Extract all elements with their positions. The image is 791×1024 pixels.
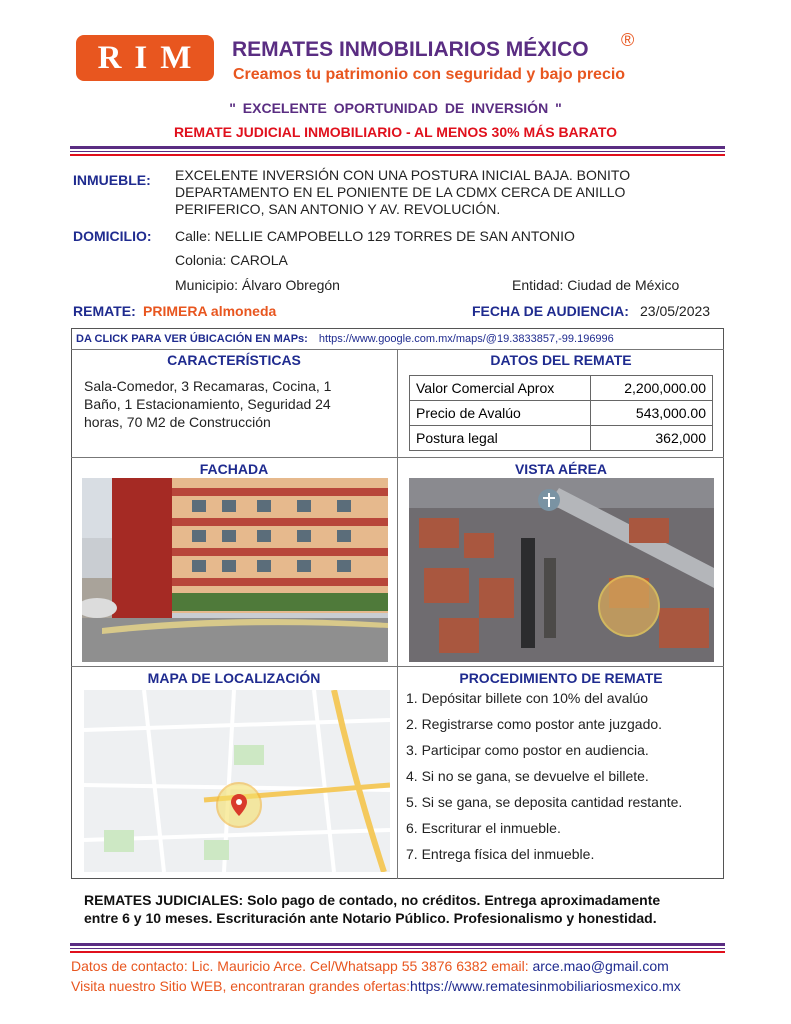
email-link[interactable]: arce.mao@gmail.com bbox=[532, 958, 669, 974]
website-line: Visita nuestro Sitio WEB, encontraran grandes ofertas:https://www.rematesinmobiliariosmexico.mx bbox=[71, 978, 681, 994]
row-label: Valor Comercial Aprox bbox=[410, 376, 591, 401]
headline: " EXCELENTE OPORTUNIDAD DE INVERSIÓN " bbox=[229, 100, 562, 116]
row-label: Precio de Avalúo bbox=[410, 401, 591, 426]
footer-divider bbox=[70, 943, 725, 953]
map-link-row[interactable] bbox=[76, 333, 614, 345]
caracteristicas-text: Sala-Comedor, 3 Recamaras, Cocina, 1 Baño, 1 Estacionamiento, Seguridad 24 horas, 70 M2 de Construcción bbox=[84, 378, 332, 430]
datos-remate-table bbox=[409, 375, 713, 451]
footer-note: REMATES JUDICIALES: Solo pago de contado, no créditos. Entrega aproximadamente entre 6 y 10 meses. Escrituración ante Notario Público. Profesionalismo y honestidad. bbox=[84, 892, 661, 926]
row-value: 543,000.00 bbox=[591, 401, 713, 426]
list-item: 2. Registrarse como postor ante juzgado. bbox=[406, 716, 663, 732]
table-row bbox=[410, 426, 713, 451]
rim-logo: RIM bbox=[76, 35, 214, 81]
website-link[interactable]: https://www.rematesinmobiliariosmexico.mx bbox=[410, 978, 681, 994]
list-item: 5. Si se gana, se deposita cantidad restante. bbox=[406, 794, 683, 810]
fecha-label: FECHA DE AUDIENCIA: bbox=[472, 303, 629, 319]
remate-value: PRIMERA almoneda bbox=[143, 303, 277, 319]
inmueble-label: INMUEBLE: bbox=[73, 172, 151, 188]
caracteristicas-title: CARACTERÍSTICAS bbox=[167, 352, 301, 368]
datos-remate-title: DATOS DEL REMATE bbox=[490, 352, 632, 368]
fecha-value: 23/05/2023 bbox=[640, 303, 711, 319]
location-map bbox=[84, 690, 390, 872]
list-item: 7. Entrega física del inmueble. bbox=[406, 846, 595, 862]
row-value: 362,000 bbox=[591, 426, 713, 451]
list-item: 1. Depósitar billete con 10% del avalúo bbox=[406, 690, 649, 706]
map-link-url[interactable]: https://www.google.com.mx/maps/@19.3833857,-99.196996 bbox=[318, 333, 614, 345]
brand-name: REMATES INMOBILIARIOS MÉXICO bbox=[232, 38, 589, 61]
table-row bbox=[410, 401, 713, 426]
remate-label: REMATE: bbox=[73, 303, 136, 319]
inmueble-description: EXCELENTE INVERSIÓN CON UNA POSTURA INICIAL BAJA. BONITO DEPARTAMENTO EN EL PONIENTE DE LA CDMX CERCA DE ANILLO PERIFERICO, SAN ANTONIO Y AV. REVOLUCIÓN. bbox=[175, 167, 631, 217]
list-item: 6. Escriturar el inmueble. bbox=[406, 820, 561, 836]
domicilio-label: DOMICILIO: bbox=[73, 228, 152, 244]
vista-aerea-title: VISTA AÉREA bbox=[514, 461, 608, 477]
entidad-text: Entidad: Ciudad de México bbox=[512, 277, 680, 293]
subheadline: REMATE JUDICIAL INMOBILIARIO - AL MENOS 30% MÁS BARATO bbox=[173, 124, 618, 140]
vista-aerea-photo bbox=[409, 478, 714, 662]
list-item: 3. Participar como postor en audiencia. bbox=[406, 742, 649, 758]
fachada-title: FACHADA bbox=[199, 461, 269, 477]
brand-tagline: Creamos tu patrimonio con seguridad y bajo precio bbox=[233, 66, 626, 83]
row-value: 2,200,000.00 bbox=[591, 376, 713, 401]
contact-line: Datos de contacto: Lic. Mauricio Arce. Cel/Whatsapp 55 3876 6382 email: arce.mao@gmail.com bbox=[71, 958, 669, 974]
registered-mark: ® bbox=[621, 30, 635, 50]
colonia-text: Colonia: CAROLA bbox=[175, 252, 288, 268]
municipio-text: Municipio: Álvaro Obregón bbox=[175, 277, 340, 293]
header-divider bbox=[70, 146, 725, 156]
list-item: 4. Si no se gana, se devuelve el billete. bbox=[406, 768, 649, 784]
procedimiento-list bbox=[406, 690, 682, 872]
procedimiento-title: PROCEDIMIENTO DE REMATE bbox=[459, 670, 663, 686]
fachada-photo bbox=[82, 478, 388, 662]
map-link-label: DA CLICK PARA VER ÚBICACIÓN EN MAPs: bbox=[76, 333, 308, 345]
mapa-title: MAPA DE LOCALIZACIÓN bbox=[147, 670, 321, 686]
row-label: Postura legal bbox=[410, 426, 591, 451]
table-row bbox=[410, 376, 713, 401]
calle-text: Calle: NELLIE CAMPOBELLO 129 TORRES DE SAN ANTONIO bbox=[175, 228, 575, 244]
